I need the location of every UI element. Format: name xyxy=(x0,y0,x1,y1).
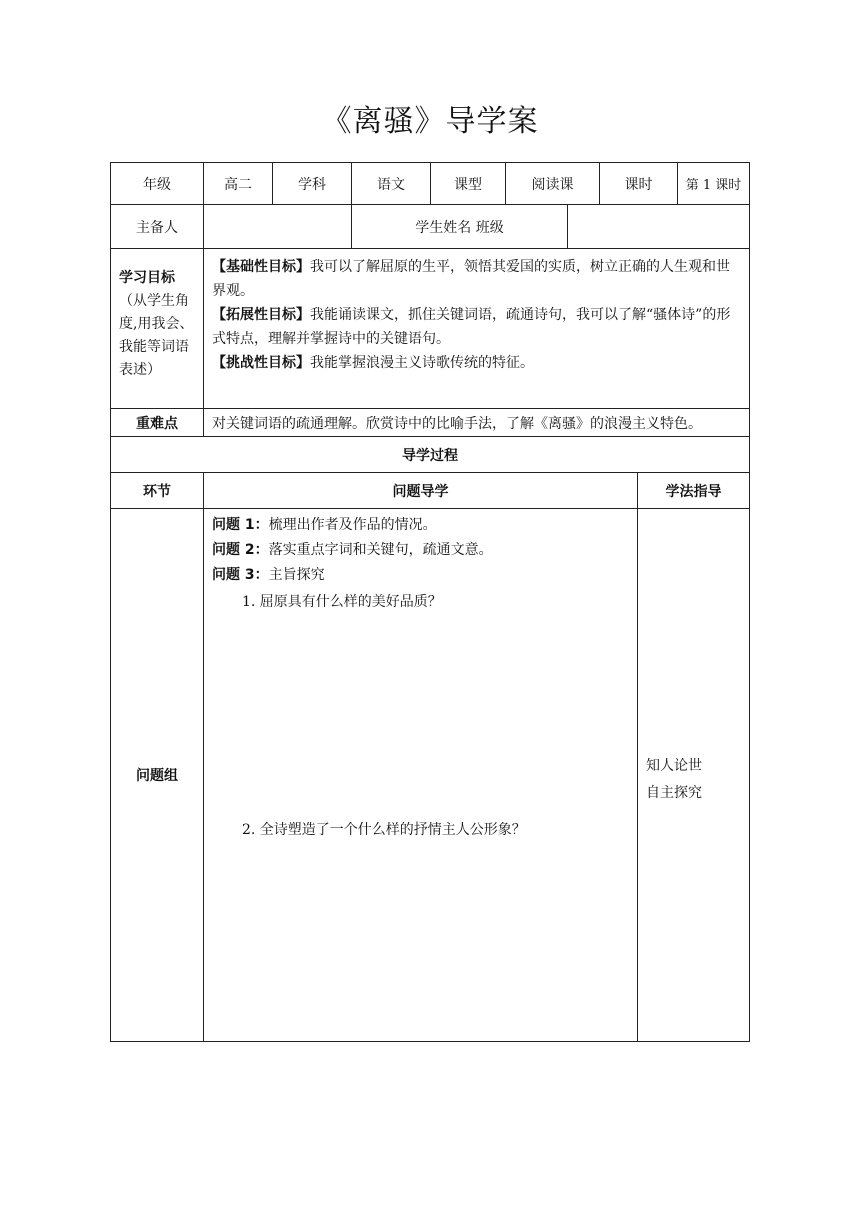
question-2-text: 落实重点字词和关键句，疏通文意。 xyxy=(268,542,493,558)
process-column-header-row xyxy=(111,473,749,509)
preparer-label: 主备人 xyxy=(111,205,204,248)
question-1-tag: 问题 1： xyxy=(212,517,269,533)
question-list[interactable] xyxy=(204,509,638,1041)
challenge-goal xyxy=(212,351,741,375)
question-group-label: 问题组 xyxy=(111,509,204,1041)
period-value[interactable]: 第 1 课时 xyxy=(685,178,742,193)
basic-goal-tag: 【基础性目标】 xyxy=(212,259,310,275)
basic-goal xyxy=(212,255,741,303)
key-points-label: 重难点 xyxy=(111,409,204,436)
basic-goal-text: 我可以了解屈原的生平，领悟其爱国的实质，树立正确的人生观和世界观。 xyxy=(212,259,730,299)
document-title: 《离骚》导学案 xyxy=(321,104,539,139)
learning-goals-note: （从学生角度,用我会、我能等词语表述） xyxy=(119,293,194,378)
column-method-header: 学法指导 xyxy=(665,483,722,500)
period-label: 课时 xyxy=(600,163,678,204)
sub-question-2: 2. 全诗塑造了一个什么样的抒情主人公形象？ xyxy=(242,822,526,838)
extended-goal xyxy=(212,303,741,351)
process-heading: 导学过程 xyxy=(402,447,458,464)
method-line-2: 自主探究 xyxy=(646,785,702,801)
learning-goals-heading: 学习目标 xyxy=(119,270,175,286)
question-3-text: 主旨探究 xyxy=(268,567,325,583)
question-3 xyxy=(212,563,629,588)
learning-goals-label-cell xyxy=(111,249,204,408)
question-2-tag: 问题 2： xyxy=(212,542,269,558)
extended-goal-tag: 【拓展性目标】 xyxy=(212,307,310,323)
sub-question-1: 1. 屈原具有什么样的美好品质？ xyxy=(242,594,442,610)
answer-space-1[interactable] xyxy=(212,615,629,818)
process-heading-row xyxy=(111,437,749,473)
key-points-text: 对关键词语的疏通理解。欣赏诗中的比喻手法，了解《离骚》的浪漫主义特色。 xyxy=(212,415,702,432)
question-2 xyxy=(212,538,629,563)
subject-value[interactable]: 语文 xyxy=(352,163,431,204)
learning-goals-row xyxy=(111,249,749,409)
grade-value[interactable]: 高二 xyxy=(204,163,273,204)
guide-table xyxy=(110,162,750,1042)
question-3-tag: 问题 3： xyxy=(212,567,269,583)
question-1 xyxy=(212,513,629,538)
grade-label: 年级 xyxy=(111,163,204,204)
key-points-row xyxy=(111,409,749,437)
column-questions-header: 问题导学 xyxy=(204,473,638,508)
column-stage-header: 环节 xyxy=(111,473,204,508)
extended-goal-text: 我能诵读课文，抓住关键词语，疏通诗句，我可以了解“骚体诗”的形式特点，理解并掌握诗中的关键语句。 xyxy=(212,307,731,347)
challenge-goal-text: 我能掌握浪漫主义诗歌传统的特征。 xyxy=(310,355,534,371)
challenge-goal-tag: 【挑战性目标】 xyxy=(212,355,310,371)
method-guidance-cell xyxy=(638,509,749,1041)
student-name-class-value[interactable] xyxy=(568,205,749,248)
header-row xyxy=(111,163,749,205)
preparer-row xyxy=(111,205,749,249)
preparer-value[interactable] xyxy=(204,205,352,248)
student-name-class-label: 学生姓名 班级 xyxy=(352,205,568,248)
subject-label: 学科 xyxy=(273,163,352,204)
learning-goals-content xyxy=(204,249,749,408)
method-line-1: 知人论世 xyxy=(646,758,702,774)
question-group-row xyxy=(111,509,749,1041)
lesson-type-value[interactable]: 阅读课 xyxy=(506,163,600,204)
lesson-type-label: 课型 xyxy=(431,163,506,204)
question-1-text: 梳理出作者及作品的情况。 xyxy=(268,517,437,533)
